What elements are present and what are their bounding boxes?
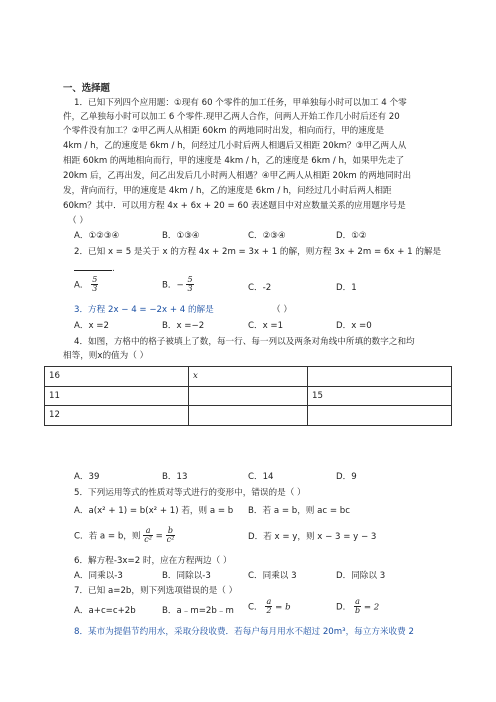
grid-row xyxy=(45,386,452,406)
q6-stem: 6．解方程-3x=2 时，应在方程两边（ ） xyxy=(74,556,232,566)
grid-row xyxy=(45,406,452,426)
q2-tail: . xyxy=(112,264,115,274)
q2-option-a-label: A． xyxy=(74,280,89,291)
q2-option-b-fraction xyxy=(186,276,193,294)
q5-c-right-denominator: c² xyxy=(166,535,175,545)
q5-option-c[interactable] xyxy=(74,527,175,545)
q7-d-equals: = 2 xyxy=(363,602,380,613)
q7-option-c-label: C． xyxy=(248,602,263,613)
q5-option-b[interactable]: B．若 a = b，则 ac = bc xyxy=(248,506,350,516)
q7-c-fraction xyxy=(265,598,272,616)
q6-option-b[interactable]: B．同除以-3 xyxy=(162,571,211,581)
q5-c-left-denominator: c² xyxy=(144,535,152,545)
q2-option-a-fraction xyxy=(91,276,98,294)
q5-c-fraction-right xyxy=(166,527,176,545)
q4-stem-line-2: 相等，则x的值为（ ） xyxy=(63,351,149,361)
magic-square-grid xyxy=(44,366,452,426)
q7-option-c[interactable] xyxy=(248,598,291,616)
grid-cell: 11 xyxy=(45,386,189,406)
q1-line-1: 1．已知下列四个应用题：①现有 60 个零件的加工任务，甲单独每小时可以加工 4 个零 xyxy=(74,98,407,108)
q4-stem-line-1: 4．如图，方格中的格子被填上了数，每一行、每一列以及两条对角线中所填的数字之和均 xyxy=(74,337,415,347)
grid-cell xyxy=(308,406,452,426)
q1-line-2: 件，乙单独每小时可以加工 6 个零件.现甲乙两人合作，问两人开始工作几小时后还有 20 xyxy=(63,112,400,122)
q7-c-numerator: a xyxy=(266,597,272,606)
q1-line-7: 发，背向而行，甲的速度是 4km / h，乙的速度是 6km / h，问经过几小时后两人相距 xyxy=(63,186,392,196)
grid-cell: x xyxy=(189,367,308,387)
q7-option-d[interactable] xyxy=(336,598,379,616)
q5-option-c-text: C．若 a = b，则 xyxy=(74,531,141,542)
q7-d-numerator: a xyxy=(355,597,360,606)
grid-cell xyxy=(189,386,308,406)
q3-option-c[interactable]: C．x =1 xyxy=(248,321,284,331)
q1-answer-paren: （ ） xyxy=(68,216,88,226)
q1-line-4: 4km / h，乙的速度是 6km / h，问经过几小时后两人相遇后又相距 20km？③甲乙两人从 xyxy=(63,141,407,151)
q4-option-d[interactable]: D．9 xyxy=(336,472,357,482)
q2-b-denominator: 3 xyxy=(187,284,193,294)
grid-cell xyxy=(189,406,308,426)
q2-option-c[interactable]: C．-2 xyxy=(248,283,272,293)
q7-stem: 7．已知 a=2b，则下列选项错误的是（ ） xyxy=(74,586,238,596)
q2-b-numerator: 5 xyxy=(187,275,193,284)
q7-option-b[interactable]: B．a﹣m=2b﹣m xyxy=(162,606,234,616)
q2-b-sign: − xyxy=(176,280,184,291)
q3-option-b[interactable]: B．x =−2 xyxy=(162,321,205,331)
q3-option-a[interactable]: A．x =2 xyxy=(74,321,109,331)
q2-stem: 2．已知 x = 5 是关于 x 的方程 4x + 2m = 3x + 1 的解，则方程 3x + 2m = 6x + 1 的解是 xyxy=(74,247,442,257)
q7-d-fraction xyxy=(354,598,361,616)
q1-line-6: 20km 后，乙再出发，问乙出发后几小时两人相遇？④甲乙两人从相距 20km 的两地同时出 xyxy=(63,171,412,181)
q7-c-equals: = b xyxy=(275,602,291,613)
q2-answer-blank[interactable] xyxy=(74,262,115,274)
q1-line-3: 个零件没有加工？②甲乙两人从相距 60km 的两地同时出发，相向而行，甲的速度是 xyxy=(63,126,385,136)
grid-cell: 15 xyxy=(308,386,452,406)
q7-d-denominator: b xyxy=(354,606,361,616)
q7-option-d-label: D． xyxy=(336,602,352,613)
q3-answer-paren: （ ） xyxy=(272,305,292,315)
q1-line-8: 60km？其中．可以用方程 4x + 6x + 20 = 60 表述题目中对应数量关系的应用题序号是 xyxy=(63,201,406,211)
q4-option-a[interactable]: A．39 xyxy=(74,472,100,482)
q6-option-d[interactable]: D．同除以 3 xyxy=(336,571,386,581)
q5-option-d[interactable]: D．若 x = y，则 x − 3 = y − 3 xyxy=(248,532,377,542)
q2-option-b-label: B． xyxy=(162,280,177,291)
q2-option-b[interactable] xyxy=(162,276,194,294)
q1-option-b[interactable]: B．①③④ xyxy=(162,231,200,241)
q2-option-d[interactable]: D．1 xyxy=(336,283,357,293)
grid-cell: 16 xyxy=(45,367,189,387)
grid-cell xyxy=(308,367,452,387)
q1-line-5: 相距 60km 的两地相向而行，甲的速度是 4km / h，乙的速度是 6km / h，如果甲先走了 xyxy=(63,156,405,166)
q8-stem: 8．某市为提倡节约用水，采取分段收费．若每户每月用水不超过 20m³，每立方米收费 2 xyxy=(74,627,414,637)
q4-option-c[interactable]: C．14 xyxy=(248,472,274,482)
q5-option-a[interactable]: A．a(x² + 1) = b(x² + 1) 若，则 a = b xyxy=(74,506,234,516)
q5-c-left-numerator: a xyxy=(143,527,153,536)
q5-stem: 5．下列运用等式的性质对等式进行的变形中，错误的是（ ） xyxy=(74,488,306,498)
q4-option-b[interactable]: B．13 xyxy=(162,472,188,482)
q1-option-d[interactable]: D．①② xyxy=(336,231,367,241)
q1-option-a[interactable]: A．①②③④ xyxy=(74,231,120,241)
q7-c-denominator: 2 xyxy=(266,606,272,616)
q2-a-numerator: 5 xyxy=(92,275,98,284)
q5-c-equals: = xyxy=(155,531,163,542)
q3-stem: 3．方程 2x − 4 = −2x + 4 的解是 xyxy=(74,305,214,315)
grid-row xyxy=(45,367,452,387)
q5-c-right-numerator: b xyxy=(166,527,176,536)
q5-c-fraction-left xyxy=(143,527,153,545)
q2-option-a[interactable] xyxy=(74,276,98,294)
grid-cell: 12 xyxy=(45,406,189,426)
q1-option-c[interactable]: C．②③④ xyxy=(248,231,286,241)
section-title: 一、选择题 xyxy=(63,83,110,94)
q2-a-denominator: 3 xyxy=(92,284,98,294)
q6-option-a[interactable]: A．同乘以-3 xyxy=(74,571,123,581)
q6-option-c[interactable]: C．同乘以 3 xyxy=(248,571,297,581)
q3-option-d[interactable]: D．x =0 xyxy=(336,321,372,331)
q7-option-a[interactable]: A．a+c=c+2b xyxy=(74,606,136,616)
